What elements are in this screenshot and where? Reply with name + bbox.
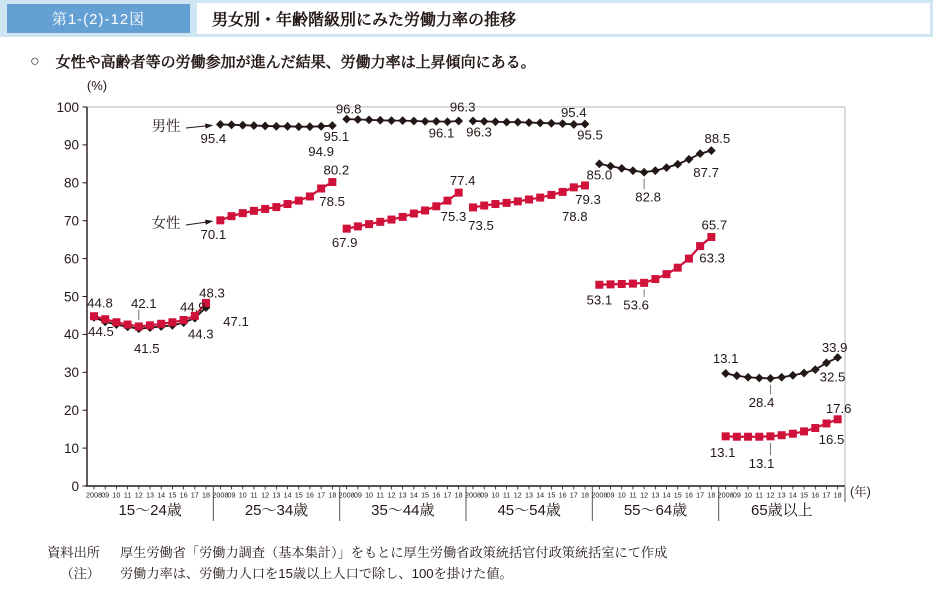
figure-number-badge: 第1-(2)-12図 <box>7 4 190 33</box>
svg-text:65歳以上: 65歳以上 <box>750 502 813 519</box>
svg-text:15: 15 <box>800 490 809 500</box>
svg-text:35～44歳: 35～44歳 <box>371 502 435 519</box>
svg-text:44.9: 44.9 <box>179 299 206 315</box>
svg-text:13.1: 13.1 <box>748 455 775 471</box>
svg-text:12: 12 <box>261 490 270 500</box>
svg-text:75.3: 75.3 <box>440 209 467 225</box>
svg-text:2008: 2008 <box>591 490 608 500</box>
svg-text:10: 10 <box>617 490 626 500</box>
svg-text:16: 16 <box>305 490 314 500</box>
svg-text:女性: 女性 <box>151 216 181 232</box>
summary-text: 女性や高齢者等の労働参加が進んだ結果、労働力率は上昇傾向にある。 <box>55 54 536 71</box>
svg-text:15: 15 <box>294 490 303 500</box>
svg-text:0: 0 <box>71 478 79 494</box>
svg-text:80.2: 80.2 <box>323 162 350 178</box>
svg-text:30: 30 <box>63 365 79 381</box>
svg-text:18: 18 <box>581 490 589 500</box>
svg-text:17: 17 <box>317 490 326 500</box>
chart-svg <box>0 76 933 538</box>
svg-text:10: 10 <box>63 440 79 456</box>
svg-text:09: 09 <box>353 490 362 500</box>
svg-text:78.8: 78.8 <box>561 208 588 224</box>
svg-text:17: 17 <box>569 490 578 500</box>
svg-text:10: 10 <box>238 490 247 500</box>
svg-text:14: 14 <box>536 490 545 500</box>
svg-text:18: 18 <box>202 490 210 500</box>
note-label: （注） <box>60 566 100 582</box>
svg-text:40: 40 <box>63 327 79 343</box>
svg-text:33.9: 33.9 <box>821 340 848 356</box>
svg-text:80: 80 <box>63 175 79 191</box>
svg-text:85.0: 85.0 <box>586 167 613 183</box>
svg-text:78.5: 78.5 <box>319 193 345 209</box>
svg-text:95.4: 95.4 <box>560 104 587 120</box>
svg-text:2008: 2008 <box>717 490 734 500</box>
svg-text:16: 16 <box>811 490 820 500</box>
svg-text:95.4: 95.4 <box>200 130 227 146</box>
svg-text:18: 18 <box>328 490 337 500</box>
svg-text:11: 11 <box>250 490 258 500</box>
svg-text:2008: 2008 <box>338 490 355 500</box>
svg-text:09: 09 <box>480 490 489 500</box>
svg-text:44.5: 44.5 <box>88 323 114 339</box>
svg-text:11: 11 <box>376 490 385 500</box>
svg-text:14: 14 <box>662 490 671 500</box>
svg-text:60: 60 <box>63 251 79 267</box>
svg-text:13: 13 <box>398 490 407 500</box>
svg-text:17: 17 <box>443 490 452 500</box>
svg-text:15: 15 <box>168 490 177 500</box>
svg-text:100: 100 <box>56 99 79 115</box>
svg-text:96.3: 96.3 <box>449 99 476 115</box>
svg-text:13.1: 13.1 <box>712 350 739 366</box>
svg-text:18: 18 <box>833 490 842 500</box>
svg-text:09: 09 <box>227 490 236 500</box>
svg-text:男性: 男性 <box>151 119 181 135</box>
svg-text:65.7: 65.7 <box>701 217 728 233</box>
svg-text:11: 11 <box>755 490 764 500</box>
svg-text:13: 13 <box>525 490 533 500</box>
svg-text:17: 17 <box>822 490 831 500</box>
svg-text:95.1: 95.1 <box>323 129 350 145</box>
svg-text:12: 12 <box>766 490 775 500</box>
svg-text:15: 15 <box>421 490 430 500</box>
svg-text:15: 15 <box>673 490 682 500</box>
svg-text:17: 17 <box>190 490 199 500</box>
svg-text:42.1: 42.1 <box>130 295 157 311</box>
svg-text:67.9: 67.9 <box>331 235 358 251</box>
svg-text:48.3: 48.3 <box>199 285 225 301</box>
svg-text:09: 09 <box>101 490 110 500</box>
svg-text:13.1: 13.1 <box>709 444 736 460</box>
svg-text:15～24歳: 15～24歳 <box>118 502 182 519</box>
svg-text:63.3: 63.3 <box>699 250 725 266</box>
svg-text:13: 13 <box>146 490 154 500</box>
figure-header <box>0 0 933 37</box>
svg-text:14: 14 <box>157 490 166 500</box>
svg-text:53.1: 53.1 <box>586 292 613 308</box>
svg-text:17.6: 17.6 <box>825 400 852 416</box>
svg-text:15: 15 <box>547 490 556 500</box>
svg-text:90: 90 <box>63 137 79 153</box>
svg-text:20: 20 <box>63 403 79 418</box>
svg-text:13: 13 <box>777 490 786 500</box>
source-text: 厚生労働省「労働力調査（基本集計）」をもとに厚生労働省政策統括官付政策統括室にて作成 <box>120 545 668 560</box>
svg-text:13: 13 <box>651 490 660 500</box>
svg-text:14: 14 <box>283 490 292 500</box>
note-row <box>20 563 933 584</box>
svg-text:09: 09 <box>732 490 741 500</box>
svg-text:41.5: 41.5 <box>133 341 160 357</box>
svg-text:13: 13 <box>272 490 281 500</box>
svg-text:10: 10 <box>491 490 500 500</box>
svg-text:16: 16 <box>432 490 441 500</box>
svg-text:11: 11 <box>123 490 132 500</box>
svg-text:73.5: 73.5 <box>468 217 494 233</box>
svg-text:82.8: 82.8 <box>635 189 661 205</box>
svg-text:2008: 2008 <box>86 490 102 500</box>
svg-text:96.1: 96.1 <box>428 125 455 141</box>
svg-text:18: 18 <box>707 490 716 500</box>
svg-text:25～34歳: 25～34歳 <box>244 502 309 519</box>
source-row <box>20 542 933 563</box>
svg-text:10: 10 <box>744 490 753 500</box>
svg-text:12: 12 <box>387 490 396 500</box>
figure-title: 男女別・年齢階級別にみた労働力率の推移 <box>197 3 930 34</box>
circle-bullet-icon: ○ <box>30 52 40 70</box>
svg-text:79.3: 79.3 <box>575 191 601 207</box>
svg-text:09: 09 <box>606 490 615 500</box>
svg-text:96.8: 96.8 <box>335 101 362 117</box>
svg-text:12: 12 <box>640 490 649 500</box>
svg-text:95.5: 95.5 <box>577 127 603 143</box>
svg-text:70.1: 70.1 <box>200 226 227 242</box>
svg-text:70: 70 <box>63 213 79 229</box>
note-text: 労働力率は、労働力人口を15歳以上人口で除し、100を掛けた値。 <box>120 566 513 582</box>
svg-text:96.3: 96.3 <box>466 124 492 140</box>
footer-notes <box>20 542 933 584</box>
svg-text:32.5: 32.5 <box>819 369 846 385</box>
svg-text:14: 14 <box>788 490 797 500</box>
svg-text:94.9: 94.9 <box>308 143 334 159</box>
svg-text:55～64歳: 55～64歳 <box>623 502 688 519</box>
source-label: 資料出所 <box>47 545 100 560</box>
svg-text:87.7: 87.7 <box>693 165 719 181</box>
svg-text:12: 12 <box>513 490 522 500</box>
svg-text:(年): (年) <box>850 485 871 499</box>
svg-text:44.8: 44.8 <box>87 295 113 311</box>
svg-text:45～54歳: 45～54歳 <box>497 502 561 519</box>
svg-text:11: 11 <box>502 490 511 500</box>
svg-text:16.5: 16.5 <box>818 431 845 447</box>
svg-text:10: 10 <box>365 490 374 500</box>
svg-text:88.5: 88.5 <box>704 131 731 147</box>
svg-text:28.4: 28.4 <box>748 394 775 410</box>
svg-text:16: 16 <box>684 490 693 500</box>
svg-text:17: 17 <box>696 490 705 500</box>
svg-text:50: 50 <box>63 289 79 305</box>
svg-text:47.1: 47.1 <box>223 313 249 329</box>
svg-text:53.6: 53.6 <box>623 297 649 313</box>
svg-text:2008: 2008 <box>465 490 481 500</box>
svg-text:2008: 2008 <box>212 490 229 500</box>
svg-text:16: 16 <box>179 490 188 500</box>
svg-text:44.3: 44.3 <box>187 326 214 342</box>
svg-text:14: 14 <box>409 490 418 500</box>
summary-line <box>30 51 933 72</box>
svg-text:12: 12 <box>134 490 143 500</box>
svg-text:(%): (%) <box>86 78 108 93</box>
svg-text:18: 18 <box>454 490 463 500</box>
svg-text:16: 16 <box>558 490 567 500</box>
svg-text:11: 11 <box>629 490 637 500</box>
svg-text:10: 10 <box>112 490 121 500</box>
svg-text:77.4: 77.4 <box>449 173 476 189</box>
